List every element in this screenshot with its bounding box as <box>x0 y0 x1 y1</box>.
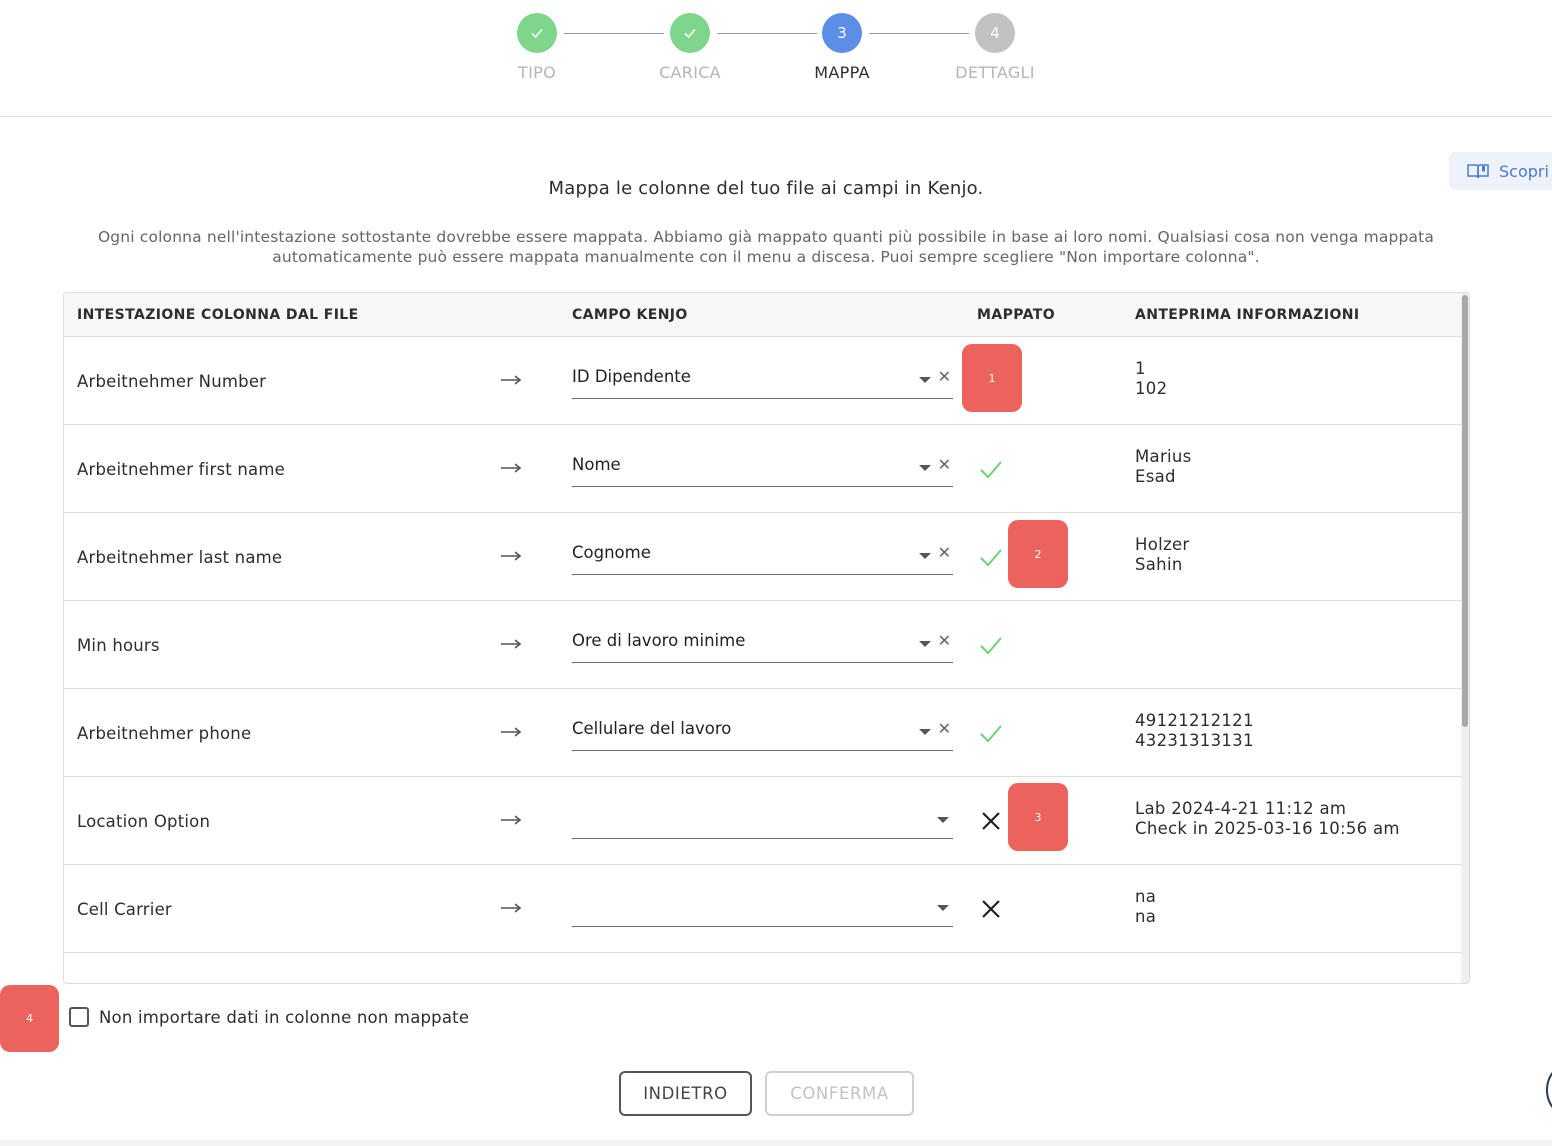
checkbox-label: Non importare dati in colonne non mappate <box>99 1007 470 1027</box>
clear-icon[interactable]: ✕ <box>937 543 951 562</box>
help-widget-button[interactable] <box>1546 1060 1552 1120</box>
preview-info: na na <box>1135 887 1157 926</box>
file-column-name: Arbeitnehmer Number <box>77 371 267 391</box>
clear-icon[interactable]: ✕ <box>937 367 951 386</box>
select-value: Nome <box>572 455 621 474</box>
dropdown-caret-icon[interactable] <box>919 553 931 559</box>
file-column-name: Arbeitnehmer first name <box>77 459 285 479</box>
page-title: Mappa le colonne del tuo file ai campi in Kenjo. <box>548 178 984 199</box>
discover-label: Scopri <box>1499 161 1549 181</box>
check-icon <box>977 543 1005 571</box>
annotation-badge: 3 <box>1008 783 1068 851</box>
dropdown-caret-icon[interactable] <box>919 641 931 647</box>
step-carica <box>630 13 750 82</box>
step-label: TIPO <box>518 63 556 82</box>
kenjo-field-select[interactable] <box>572 623 953 663</box>
table-row <box>64 425 1462 513</box>
arrow-right-icon <box>500 722 522 742</box>
skip-unmapped-option[interactable] <box>69 1007 469 1027</box>
book-icon <box>1467 163 1489 179</box>
footer-divider <box>0 1140 1552 1146</box>
table-row <box>64 689 1462 777</box>
header-preview: ANTEPRIMA INFORMAZIONI <box>1135 307 1360 323</box>
arrow-right-icon <box>500 546 522 566</box>
step-number: 3 <box>822 13 862 53</box>
dropdown-caret-icon[interactable] <box>937 817 949 823</box>
clear-icon[interactable]: ✕ <box>937 455 951 474</box>
skip-unmapped-checkbox[interactable] <box>69 1007 89 1027</box>
select-value: Cognome <box>572 543 651 562</box>
select-value: ID Dipendente <box>572 367 691 386</box>
preview-info: Holzer Sahin <box>1135 535 1190 574</box>
mapping-table <box>63 292 1470 984</box>
page-description: Ogni colonna nell'intestazione sottostante dovrebbe essere mappata. Abbiamo già mappato quanti più possibile in base ai loro nomi. Qualsiasi cosa non venga mappata automaticamente può essere mappata manualmente con il menu a discesa. Puoi sempre scegliere "Non importare colonna". <box>97 228 1435 266</box>
dropdown-caret-icon[interactable] <box>919 729 931 735</box>
header-file-column: INTESTAZIONE COLONNA DAL FILE <box>77 307 359 323</box>
cross-icon <box>977 807 1005 835</box>
cross-icon <box>977 895 1005 923</box>
annotation-badge: 2 <box>1008 520 1068 588</box>
confirm-button[interactable]: CONFERMA <box>765 1071 914 1116</box>
step-done-check-icon <box>517 13 557 53</box>
clear-icon[interactable]: ✕ <box>937 631 951 650</box>
table-row <box>64 865 1462 953</box>
check-icon <box>977 719 1005 747</box>
check-icon <box>977 631 1005 659</box>
select-value: Ore di lavoro minime <box>572 631 746 650</box>
kenjo-field-select[interactable] <box>572 711 953 751</box>
step-label: DETTAGLI <box>955 63 1035 82</box>
dropdown-caret-icon[interactable] <box>919 377 931 383</box>
arrow-right-icon <box>500 458 522 478</box>
step-label: CARICA <box>659 63 721 82</box>
file-column-name: Cell Carrier <box>77 899 172 919</box>
preview-info: Lab 2024-4-21 11:12 am Check in 2025-03-16 10:56 am <box>1135 799 1400 838</box>
step-number: 4 <box>975 13 1015 53</box>
step-done-check-icon <box>670 13 710 53</box>
step-label: MAPPA <box>814 63 870 82</box>
preview-info: 49121212121 43231313131 <box>1135 711 1254 750</box>
table-header <box>64 293 1462 337</box>
kenjo-field-select[interactable] <box>572 447 953 487</box>
clear-icon[interactable]: ✕ <box>937 719 951 738</box>
kenjo-field-select[interactable] <box>572 535 953 575</box>
preview-info: Marius Esad <box>1135 447 1192 486</box>
table-row <box>64 337 1462 425</box>
table-row <box>64 513 1462 601</box>
file-column-name: Location Option <box>77 811 211 831</box>
dropdown-caret-icon[interactable] <box>919 465 931 471</box>
annotation-badge: 1 <box>962 344 1022 412</box>
kenjo-field-select[interactable] <box>572 359 953 399</box>
table-row <box>64 601 1462 689</box>
file-column-name: Min hours <box>77 635 160 655</box>
step-tipo <box>477 13 597 82</box>
arrow-right-icon <box>500 370 522 390</box>
step-dettagli <box>935 13 1055 82</box>
arrow-right-icon <box>500 898 522 918</box>
annotation-badge: 4 <box>0 985 59 1052</box>
step-mappa <box>782 13 902 82</box>
stepper <box>0 0 1552 117</box>
dropdown-caret-icon[interactable] <box>937 905 949 911</box>
table-scrollbar[interactable] <box>1461 293 1469 984</box>
header-kenjo-field: CAMPO KENJO <box>572 307 688 323</box>
preview-info: 1 102 <box>1135 359 1168 398</box>
file-column-name: Arbeitnehmer phone <box>77 723 252 743</box>
kenjo-field-select[interactable] <box>572 799 953 839</box>
arrow-right-icon <box>500 634 522 654</box>
scrollbar-thumb[interactable] <box>1462 295 1468 727</box>
arrow-right-icon <box>500 810 522 830</box>
header-mapped: MAPPATO <box>977 307 1056 323</box>
back-button[interactable]: INDIETRO <box>619 1071 752 1116</box>
table-row <box>64 777 1462 865</box>
check-icon <box>977 455 1005 483</box>
file-column-name: Arbeitnehmer last name <box>77 547 283 567</box>
kenjo-field-select[interactable] <box>572 887 953 927</box>
select-value: Cellulare del lavoro <box>572 719 732 738</box>
